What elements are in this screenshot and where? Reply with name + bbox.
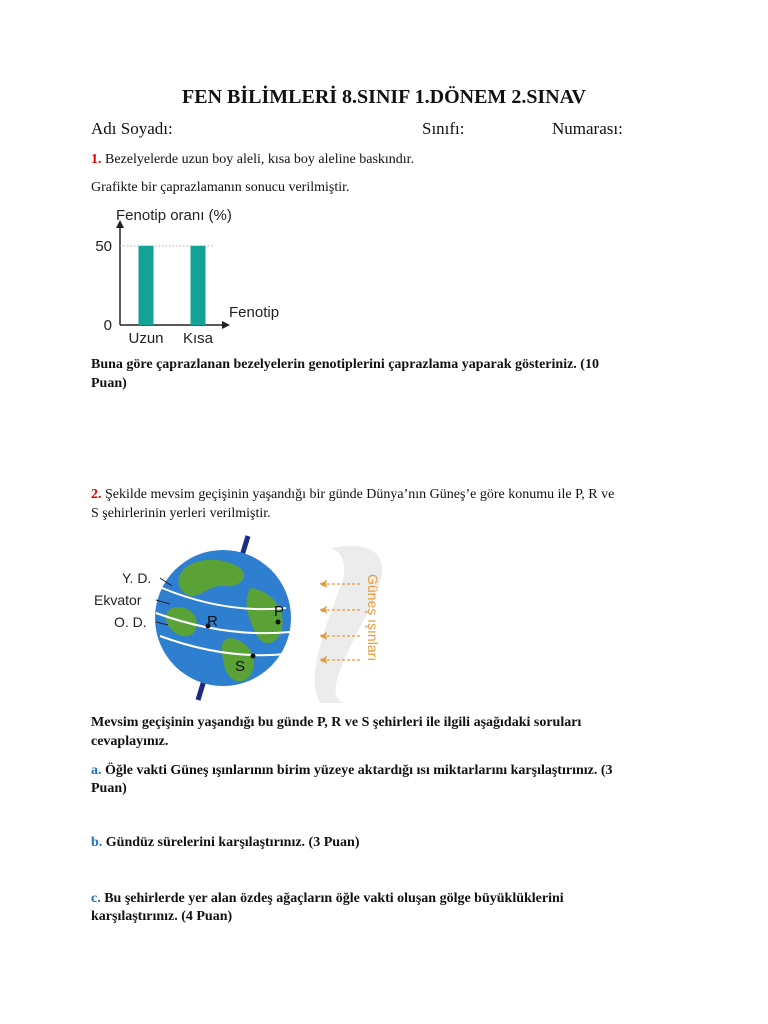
chart-x-axis-arrow: [222, 321, 230, 329]
q2c-label: c.: [91, 891, 101, 906]
q2a-cont: Puan): [91, 781, 127, 796]
q2a-label: a.: [91, 763, 102, 778]
chart-y-tick-label: 50: [95, 237, 112, 255]
q2b: [91, 833, 360, 852]
chart-y-tick-label: 0: [103, 317, 112, 334]
city-s-dot: [251, 654, 256, 659]
q2-line2: S şehirlerinin yerleri verilmiştir.: [91, 506, 271, 521]
q2-number: 2.: [91, 487, 102, 502]
q2b-text: Gündüz sürelerini karşılaştırınız. (3 Puan): [102, 835, 360, 850]
label-ekvator: Ekvator: [94, 592, 142, 608]
chart-y-label: Fenotip oranı (%): [116, 207, 232, 224]
city-r-label: R: [207, 613, 218, 630]
label-yd: Y. D.: [122, 570, 152, 586]
exam-title: FEN BİLİMLERİ 8.SINIF 1.DÖNEM 2.SINAV: [182, 86, 586, 108]
q1-question-cont: Puan): [91, 376, 127, 391]
label-od: O. D.: [114, 614, 147, 630]
name-label: Adı Soyadı:: [91, 119, 173, 138]
q2-intro-cont: cevaplayınız.: [91, 734, 169, 749]
chart-x-label: Fenotip: [229, 304, 280, 321]
q1-line1: Bezelyelerde uzun boy aleli, kısa boy aleline baskındır.: [101, 152, 415, 167]
q2b-label: b.: [91, 835, 103, 850]
chart-category-label: Uzun: [128, 330, 164, 347]
sun-rays-label: Güneş ışınları: [365, 574, 381, 662]
q1-number: 1.: [91, 152, 102, 167]
chart-bar: [191, 246, 206, 325]
q2-intro: Mevsim geçişinin yaşandığı bu günde P, R ve S şehirleri ile ilgili aşağıdaki soruları: [91, 715, 582, 730]
q2c: [91, 889, 564, 908]
q2c-text: Bu şehirlerde yer alan özdeş ağaçların öğle vakti oluşan gölge büyüklüklerini: [100, 891, 564, 906]
q2-statement: [91, 485, 614, 504]
q1-statement: [91, 150, 414, 169]
q1-question: Buna göre çaprazlanan bezelyelerin genotiplerini çaprazlama yaparak gösteriniz. (10: [91, 357, 599, 372]
q1-line2: Grafikte bir çaprazlamanın sonucu verilmiştir.: [91, 180, 350, 195]
q2c-cont: karşılaştırınız. (4 Puan): [91, 909, 233, 924]
city-s-label: S: [235, 658, 246, 675]
city-p-dot: [276, 620, 281, 625]
earth-sun-figure: [90, 528, 390, 708]
city-p-label: P: [274, 603, 285, 620]
chart-bar: [139, 246, 154, 325]
number-label: Numarası:: [552, 119, 623, 138]
chart-category-label: Kısa: [182, 330, 214, 347]
q2a: [91, 761, 613, 780]
q2a-text: Öğle vakti Güneş ışınlarının birim yüzeye aktardığı ısı miktarlarını karşılaştırınız. (3: [101, 763, 613, 778]
class-label: Sınıfı:: [422, 119, 465, 138]
q2-line1: Şekilde mevsim geçişinin yaşandığı bir günde Dünya’nın Güneş’e göre konumu ile P, R ve: [101, 487, 615, 502]
phenotype-bar-chart: [86, 200, 306, 350]
